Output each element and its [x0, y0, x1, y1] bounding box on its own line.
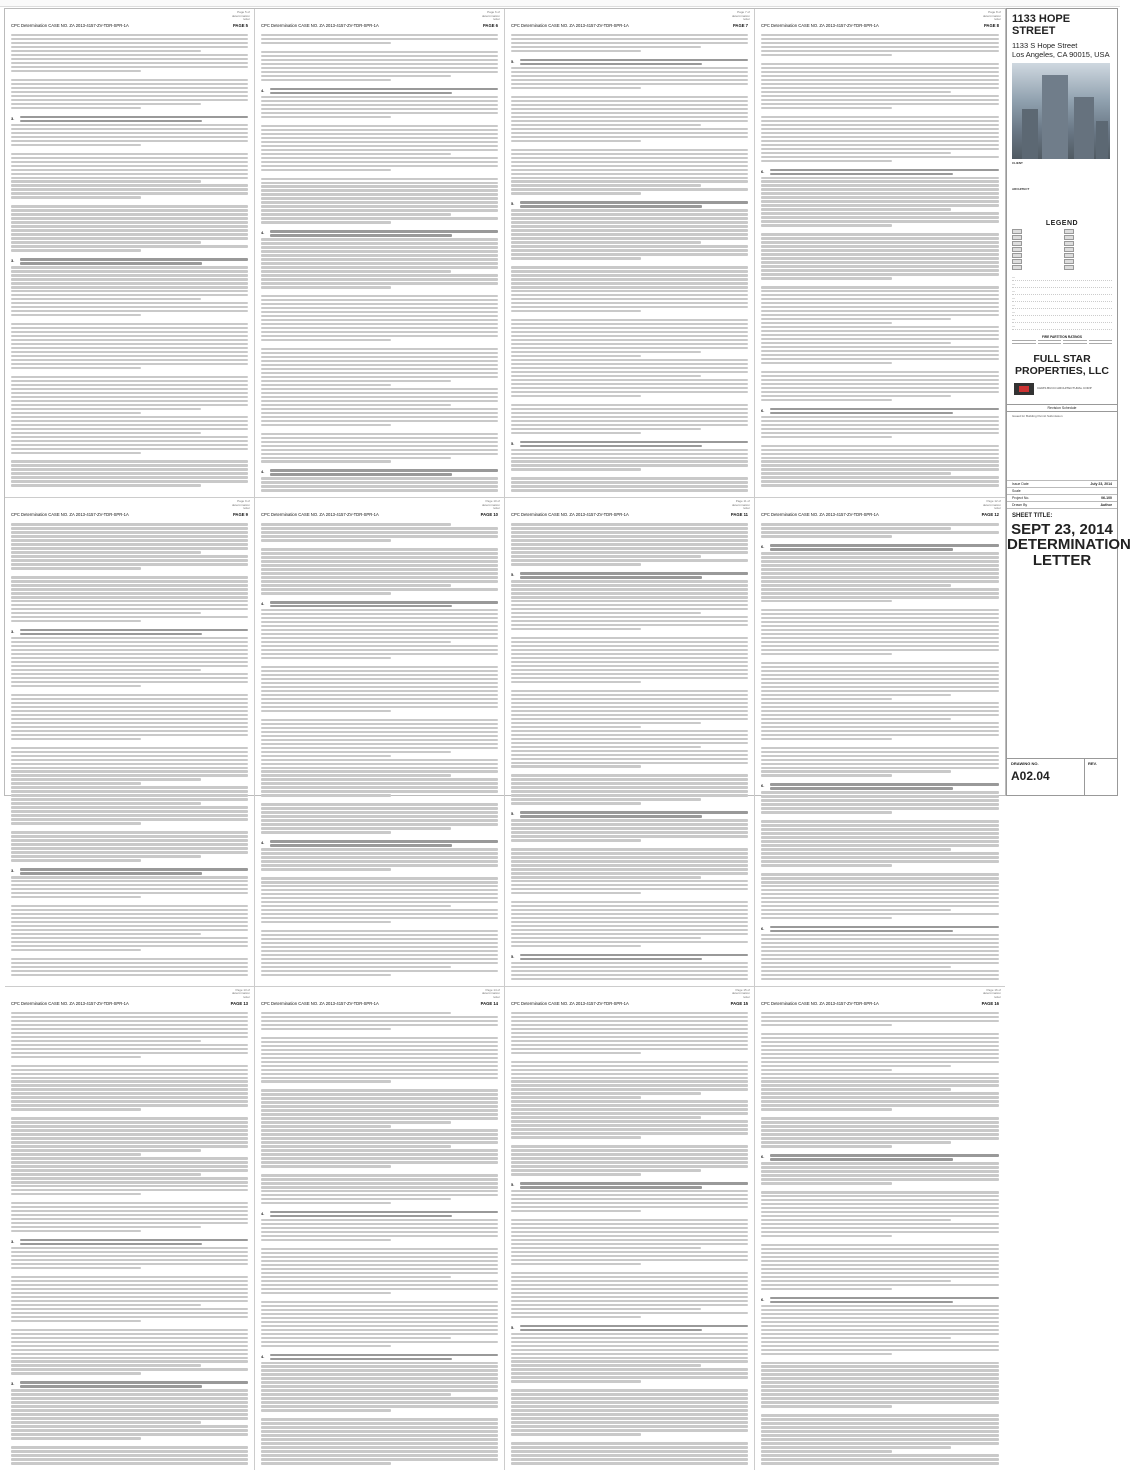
page-body-text: 5. 5. 5.: [511, 523, 748, 980]
address-line-2: Los Angeles, CA 90015, USA: [1012, 50, 1110, 59]
meta-value: July 23, 2014: [1090, 481, 1112, 486]
page-header: [261, 512, 498, 517]
page-case-title: CPC Determination CASE NO. ZA 2013-4157-ZV-TDR-SPR-1A: [761, 1000, 879, 1006]
page-number: PAGE 5: [232, 23, 248, 28]
page-case-title: CPC Determination CASE NO. ZA 2013-4157-ZV-TDR-SPR-1A: [11, 512, 129, 518]
page-body-text: 5. 5.: [511, 1012, 748, 1465]
page-header: [261, 23, 498, 28]
logo-text: CHRIS BUCCI ARCHITECTURAL CORP: [1037, 385, 1092, 390]
page-body-text: 4. 4.: [261, 1012, 498, 1465]
page-number: PAGE 7: [732, 23, 748, 28]
page-number: PAGE 15: [730, 1000, 748, 1006]
page-body-text: 3. 3.: [11, 34, 248, 487]
page-number: PAGE 12: [981, 512, 999, 518]
revision-rows: [1007, 412, 1117, 476]
page-number: PAGE 10: [480, 512, 498, 518]
page-header: [11, 1001, 248, 1006]
page-case-title: CPC Determination CASE NO. ZA 2013-4157-ZV-TDR-SPR-1A: [511, 23, 629, 28]
page-body-text: 5. 5. 5.: [511, 34, 748, 492]
meta-label: Issue Date: [1012, 481, 1029, 486]
page-case-title: CPC Determination CASE NO. ZA 2013-4157-ZV-TDR-SPR-1A: [11, 23, 129, 28]
letter-page: [255, 9, 505, 498]
drawing-number-box: [1007, 758, 1117, 795]
letter-page: [505, 987, 755, 1470]
page-body-text: 4. 4. 4.: [261, 34, 498, 492]
letter-page: [755, 498, 1005, 986]
page-number: PAGE 8: [983, 23, 999, 28]
page-margin-note: Page 14 of determination letter: [481, 987, 500, 999]
page-header: [261, 1001, 498, 1006]
meta-value: 06-100: [1101, 495, 1112, 500]
title-block: [1006, 8, 1131, 796]
page-number: PAGE 6: [482, 23, 498, 28]
page-body-text: 6. 6.: [761, 1012, 999, 1465]
drawing-no-label: DRAWING NO.: [1011, 761, 1039, 766]
page-body-text: 3. 3.: [11, 523, 248, 976]
letter-page: [505, 498, 755, 986]
page-margin-note: Page 10 of determination letter: [481, 499, 500, 511]
legend-title: LEGEND: [1045, 219, 1079, 227]
meta-value: Author: [1100, 502, 1112, 507]
drawing-no: A02.04: [1011, 769, 1050, 783]
page-margin-note: Page 9 of determination letter: [231, 499, 250, 511]
header-strip: [0, 0, 1120, 7]
letter-page: [5, 9, 255, 498]
sheet-meta-row: [1007, 494, 1117, 501]
sheet-meta-row: [1007, 487, 1117, 494]
page-margin-note: Page 12 of determination letter: [982, 499, 1001, 511]
page-case-title: CPC Determination CASE NO. ZA 2013-4157-ZV-TDR-SPR-1A: [261, 1000, 379, 1006]
meta-label: Scale: [1012, 488, 1021, 493]
letter-page: [255, 987, 505, 1470]
page-number: PAGE 13: [230, 1000, 248, 1006]
page-header: [11, 512, 248, 517]
page-case-title: CPC Determination CASE NO. ZA 2013-4157-ZV-TDR-SPR-1A: [761, 512, 879, 518]
page-margin-note: Page 15 of determination letter: [731, 987, 750, 999]
page-body-text: 6. 6. 6.: [761, 523, 999, 980]
project-name: 1133 HOPE STREET: [1012, 13, 1071, 37]
page-header: [761, 512, 999, 517]
sheet-title-label: SHEET TITLE:: [1012, 512, 1053, 519]
symbol-list: — — — — — — — —: [1007, 272, 1117, 332]
meta-label: Drawn By: [1012, 502, 1028, 507]
page-case-title: CPC Determination CASE NO. ZA 2013-4157-ZV-TDR-SPR-1A: [261, 23, 379, 28]
page-number: PAGE 14: [480, 1000, 498, 1006]
page-margin-note: Page 7 of determination letter: [731, 10, 750, 21]
page-case-title: CPC Determination CASE NO. ZA 2013-4157-ZV-TDR-SPR-1A: [761, 23, 879, 28]
page-header: [511, 512, 748, 517]
letter-page: [5, 987, 255, 1470]
architect-label: ARCHITECT: [1012, 186, 1030, 191]
sheet-meta: [1007, 480, 1117, 509]
sheet-title: SEPT 23, 2014 DETERMINATION LETTER: [1007, 520, 1131, 569]
sheet-meta-row: [1007, 480, 1117, 487]
page-body-text: 6. 6.: [761, 34, 999, 487]
address-line-1: 1133 S Hope Street: [1012, 41, 1078, 50]
architect-logo: [1014, 382, 1110, 396]
page-case-title: CPC Determination CASE NO. ZA 2013-4157-ZV-TDR-SPR-1A: [511, 1000, 629, 1006]
page-margin-note: Page 16 of determination letter: [982, 987, 1001, 999]
revision-entry: Issued for Building Permit Submission: [1012, 413, 1063, 418]
page-number: PAGE 16: [981, 1000, 999, 1006]
page-margin-note: Page 6 of determination letter: [481, 10, 500, 21]
owner-name: FULL STAR PROPERTIES, LLC: [1015, 352, 1109, 377]
page-number: PAGE 11: [730, 512, 748, 518]
project-address: [1007, 39, 1117, 60]
page-case-title: CPC Determination CASE NO. ZA 2013-4157-ZV-TDR-SPR-1A: [11, 1000, 129, 1006]
rev-label: REV.: [1088, 761, 1097, 766]
letter-page-grid: [4, 8, 1006, 1387]
page-case-title: CPC Determination CASE NO. ZA 2013-4157-ZV-TDR-SPR-1A: [261, 512, 379, 518]
page-margin-note: Page 11 of determination letter: [731, 499, 750, 511]
letter-page: [505, 9, 755, 498]
letter-page: [755, 987, 1005, 1470]
building-rendering-image: [1012, 63, 1110, 159]
page-header: [511, 1001, 748, 1006]
sheet-meta-row: [1007, 501, 1117, 509]
meta-label: Project No.: [1012, 495, 1030, 500]
client-label: CLIENT: [1012, 161, 1023, 165]
letter-page: [255, 498, 505, 986]
revision-schedule-label: Revision Schedule: [1007, 404, 1117, 412]
page-body-text: 3. 3.: [11, 1012, 248, 1465]
page-header: [511, 23, 748, 28]
letter-page: [755, 9, 1005, 498]
letter-page: [5, 498, 255, 986]
page-margin-note: Page 5 of determination letter: [231, 10, 250, 21]
logo-mark-icon: [1014, 383, 1034, 395]
page-number: PAGE 9: [232, 512, 248, 518]
fire-ratings-row: [1007, 342, 1117, 345]
page-case-title: CPC Determination CASE NO. ZA 2013-4157-ZV-TDR-SPR-1A: [511, 512, 629, 518]
page-header: [761, 23, 999, 28]
fire-ratings-title: FIRE PARTITION RATINGS: [1041, 334, 1083, 339]
legend-grid: [1007, 227, 1117, 272]
page-header: [11, 23, 248, 28]
page-body-text: 4. 4.: [261, 523, 498, 976]
client-info: [1007, 162, 1117, 166]
page-margin-note: Page 8 of determination letter: [982, 10, 1001, 21]
page-header: [761, 1001, 999, 1006]
page-margin-note: Page 13 of determination letter: [231, 987, 250, 999]
